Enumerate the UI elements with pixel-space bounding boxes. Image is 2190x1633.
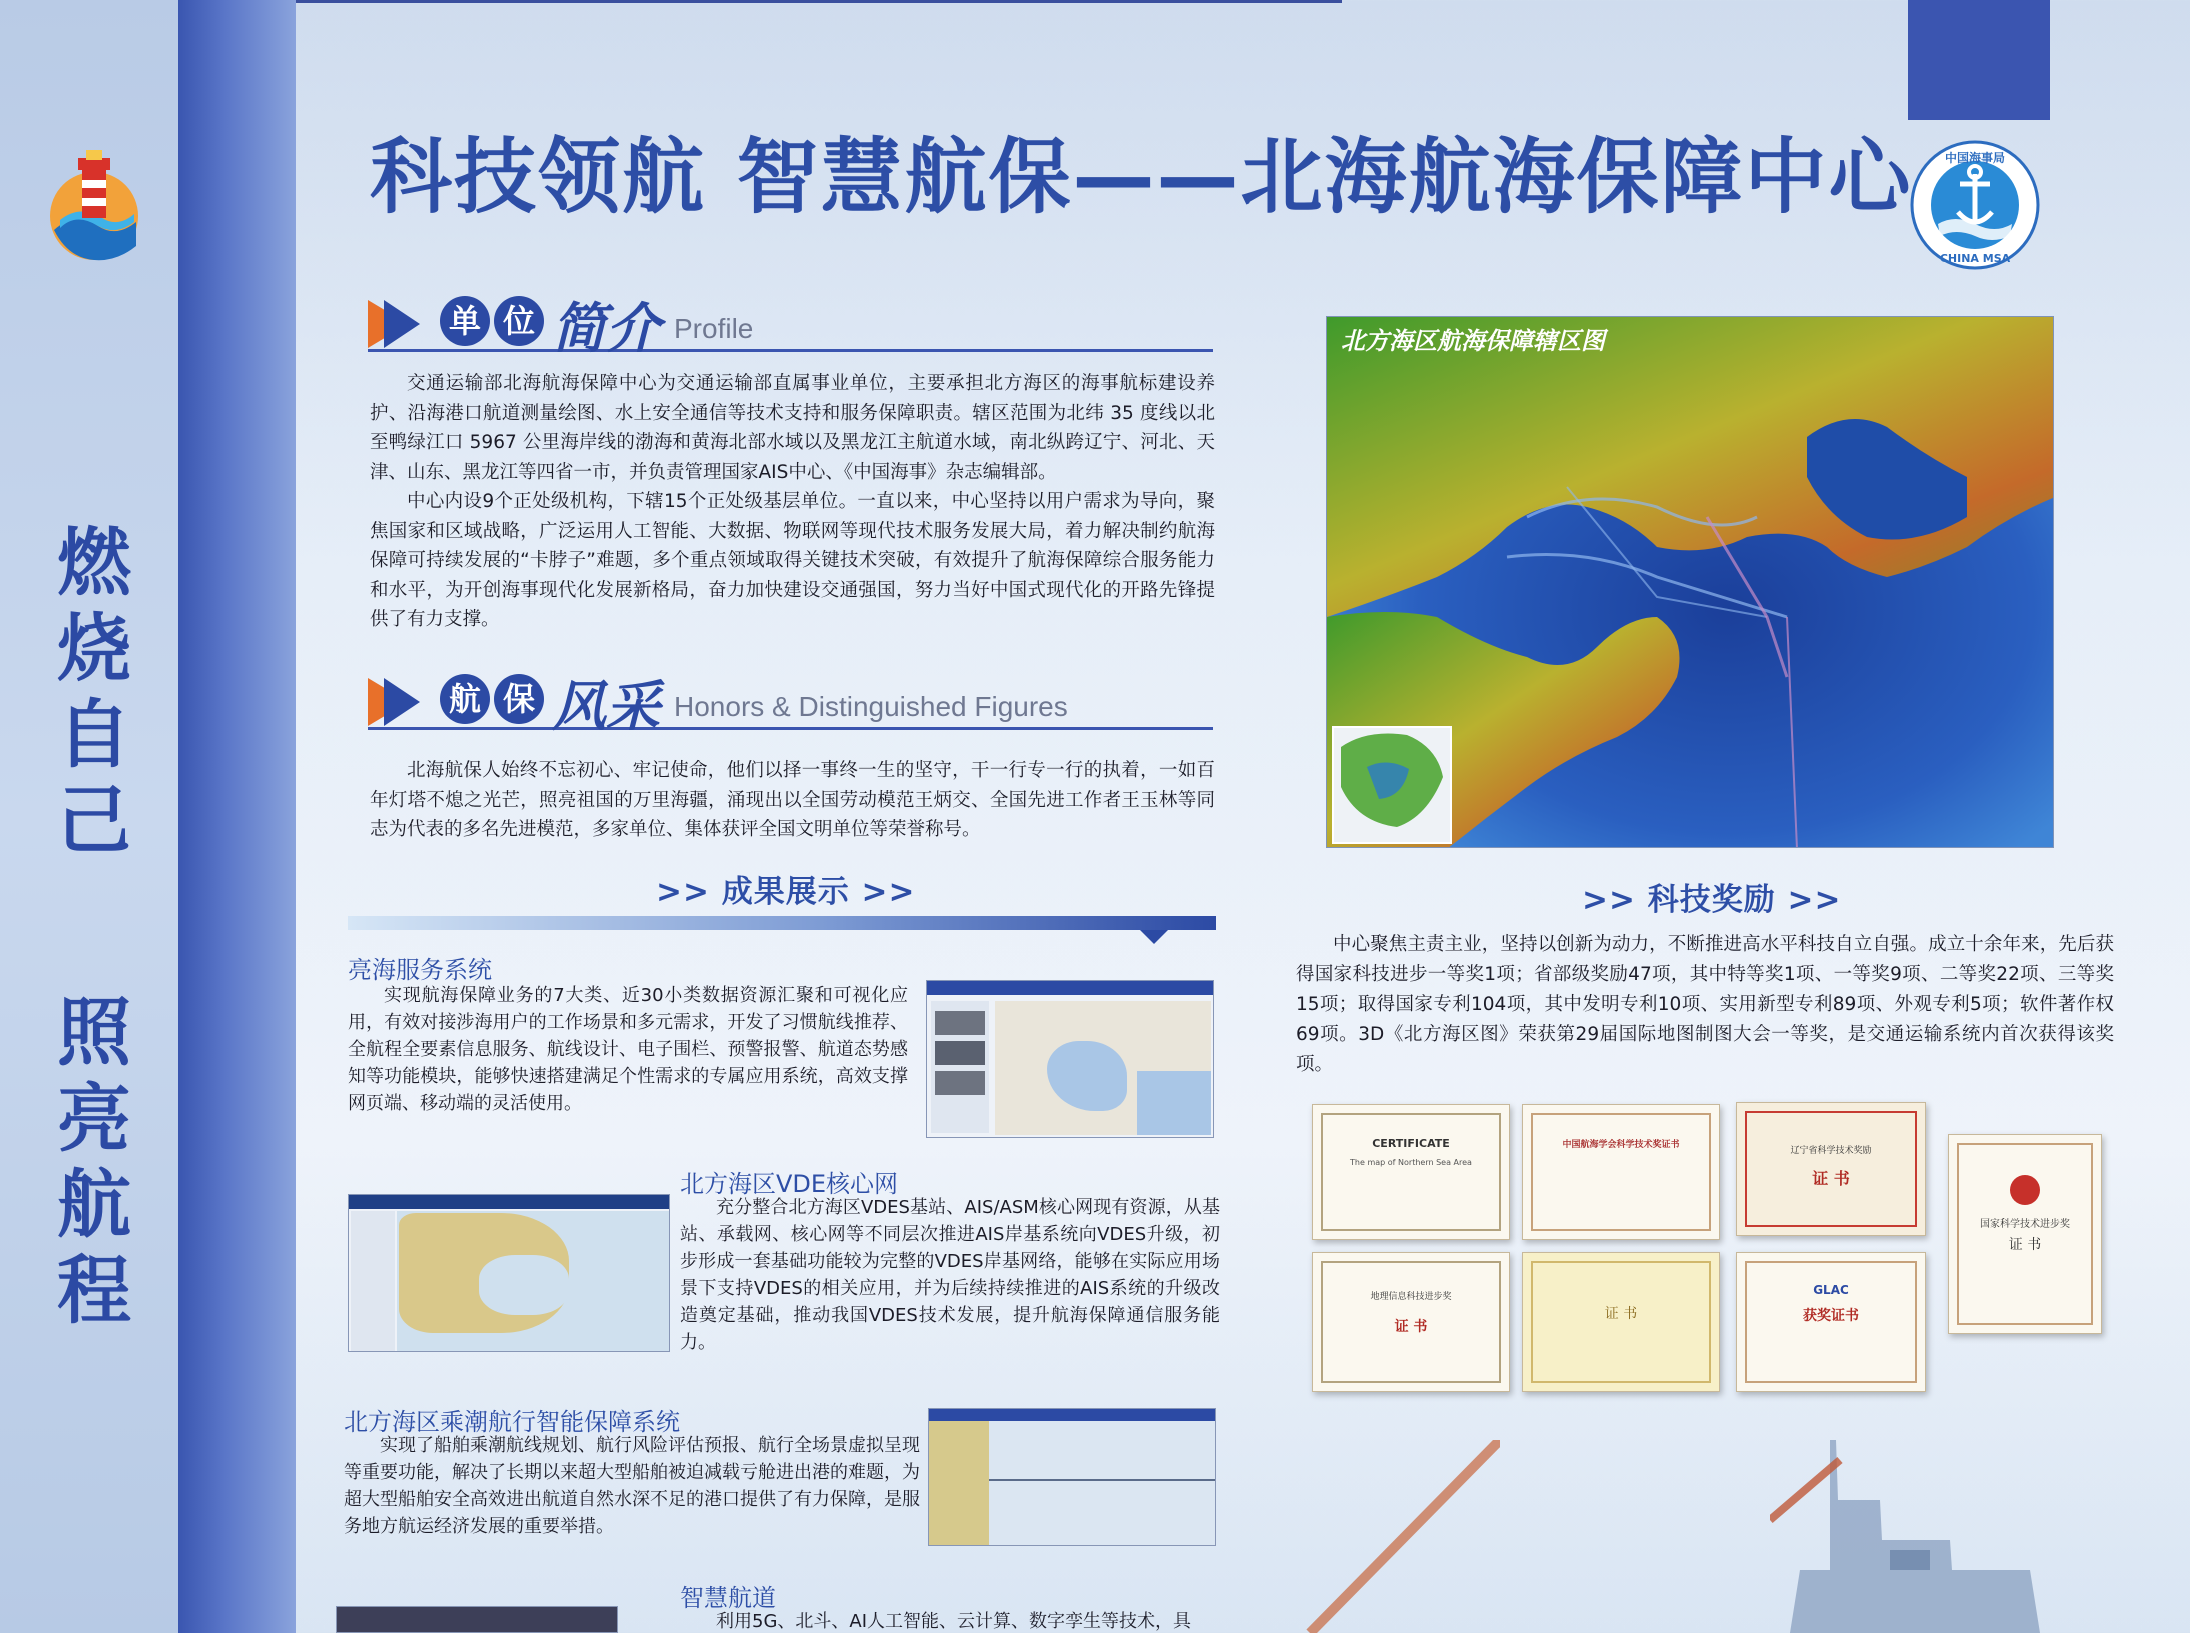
honors-script-title: 风采	[552, 674, 660, 738]
top-rule	[296, 0, 1342, 3]
certificate-label: 证 书	[1394, 1319, 1428, 1335]
jurisdiction-map	[1326, 316, 2054, 848]
certificate-label: 证 书	[1812, 1169, 1850, 1188]
certificate-card	[1736, 1252, 1926, 1392]
ship-icon	[1770, 1440, 2050, 1633]
slogan-char: 己	[57, 778, 133, 864]
emblem-top-text: 中国海事局	[1944, 151, 2006, 165]
profile-text	[370, 369, 1215, 635]
china-msa-emblem-icon	[1910, 140, 2040, 270]
certificate-card	[1736, 1102, 1926, 1236]
item-title: 智慧航道	[680, 1584, 776, 1612]
arrow-icon	[384, 678, 420, 726]
emblem-bottom-text: CHINA MSA	[1939, 252, 2011, 265]
page-title: 科技领航 智慧航保——北海航海保障中心	[370, 130, 1913, 225]
honors-circle-2: 保	[494, 674, 544, 724]
tidal-system-screenshot	[928, 1408, 1216, 1546]
left-stripe	[178, 0, 296, 1633]
certificate-sub: 国家科学技术进步奖	[1980, 1219, 2070, 1230]
certificate-card	[1312, 1104, 1510, 1240]
sea-map-icon	[1327, 317, 2054, 848]
slogan-char: 自	[57, 692, 133, 778]
honors-english-title: Honors & Distinguished Figures	[674, 691, 1068, 722]
item-text: 实现了船舶乘潮航线规划、航行风险评估预报、航行全场景虚拟呈现等重要功能，解决了长期以来超大型船舶被迫减载亏舱进出港的难题，为超大型船舶安全高效进出航道自然水深不足的港口提供了有力保障，是服务地方航运经济发展的重要举措。	[344, 1435, 920, 1537]
certificate-label: 证 书	[1604, 1306, 1638, 1322]
item-title: 北方海区乘潮航行智能保障系统	[344, 1408, 680, 1436]
vde-screenshot	[348, 1194, 670, 1352]
honors-circle-1: 航	[440, 674, 490, 724]
item-text: 利用5G、北斗、AI人工智能、云计算、数字孪生等技术，具	[716, 1611, 1192, 1632]
crane-icon	[1300, 1440, 1500, 1633]
achievements-bar-notch	[1140, 930, 1168, 944]
achievements-bar	[348, 916, 1216, 930]
slogan-char: 烧	[57, 606, 133, 692]
certificate-label: 中国航海学会科学技术奖证书	[1562, 1140, 1680, 1150]
slogan-char: 亮	[57, 1076, 133, 1162]
honors-section-header	[368, 670, 1213, 738]
slogan-char: 燃	[57, 520, 133, 606]
profile-paragraph: 中心内设9个正处级机构，下辖15个正处级基层单位。一直以来，中心坚持以用户需求为导向，聚焦国家和区域战略，广泛运用人工智能、大数据、物联网等现代技术服务发展大局，着力解决制约航海保障可持续发展的“卡脖子”难题，多个重点领域取得关键技术突破，有效提升了航海保障综合服务能力和水平，为开创海事现代化发展新格局，奋力加快建设交通强国，努力当好中国式现代化的开路先锋提供了有力支撑。	[370, 491, 1215, 630]
profile-paragraph: 交通运输部北海航海保障中心为交通运输部直属事业单位，主要承担北方海区的海事航标建设养护、沿海港口航道测量绘图、水上安全通信等技术支持和服务保障职责。辖区范围为北纬 35 度线以北至鸭绿江口 5967 公里海岸线的渤海和黄海北部水域以及黑龙江主航道水域，南北纵跨辽宁、河北、天津、山东、黑龙江等四省一市，并负责管理国家AIS中心、《中国海事》杂志编辑部。	[370, 373, 1215, 483]
smart-channel-screenshot	[336, 1606, 618, 1633]
slogan-char: 程	[57, 1248, 133, 1334]
item-title: 亮海服务系统	[348, 956, 492, 984]
profile-circle-1: 单	[440, 296, 490, 346]
profile-section-header	[368, 292, 1213, 360]
national-emblem-icon	[2010, 1175, 2040, 1205]
certificate-card	[1312, 1252, 1510, 1392]
certificate-label: 获奖证书	[1803, 1308, 1859, 1324]
right-column-block	[1908, 0, 2050, 120]
slogan-char: 航	[57, 1162, 133, 1248]
certificate-card	[1948, 1134, 2102, 1334]
certificate-sub: The map of Northern Sea Area	[1350, 1158, 1472, 1167]
certificate-sub: 地理信息科技进步奖	[1370, 1292, 1452, 1302]
certificate-label: CERTIFICATE	[1372, 1137, 1450, 1150]
certificate-sub: 辽宁省科学技术奖励	[1790, 1146, 1872, 1156]
slogan-burn-yourself	[40, 520, 150, 864]
map-title: 北方海区航海保障辖区图	[1341, 326, 1605, 355]
slogan-light-the-voyage	[40, 990, 150, 1334]
certificate-sub: GLAC	[1813, 1283, 1849, 1297]
item-text: 实现航海保障业务的7大类、近30小类数据资源汇聚和可视化应用，有效对接涉海用户的工作场景和多元需求，开发了习惯航线推荐、全航程全要素信息服务、航线设计、电子围栏、预警报警、航道态势感知等功能模块，能够快速搭建满足个性需求的专属应用系统，高效支撑网页端、移动端的灵活使用。	[348, 985, 908, 1114]
awards-text: 中心聚焦主责主业，坚持以创新为动力，不断推进高水平科技自立自强。成立十余年来，先后获得国家科技进步一等奖1项；省部级奖励47项，其中特等奖1项、一等奖9项、二等奖22项、三等奖15项；取得国家专利104项，其中发明专利10项、实用新型专利89项、外观专利5项；软件著作权69项。3D《北方海区图》荣获第29届国际地图制图大会一等奖，是交通运输系统内首次获得该奖项。	[1296, 934, 2114, 1075]
honors-paragraph: 北海航保人始终不忘初心、牢记使命，他们以择一事终一生的坚守，干一行专一行的执着，一如百年灯塔不熄之光芒，照亮祖国的万里海疆，涌现出以全国劳动模范王炳交、全国先进工作者王玉林等同志为代表的多名先进模范，多家单位、集体获评全国文明单位等荣誉称号。	[370, 760, 1215, 840]
crane-arm	[1300, 1440, 1500, 1633]
arrow-icon	[384, 300, 420, 348]
profile-circle-2: 位	[494, 296, 544, 346]
certificate-label: 证 书	[2008, 1237, 2042, 1253]
lighthouse-logo-icon	[46, 150, 142, 262]
achievements-heading: >> 成果展示 >>	[656, 874, 916, 910]
liang-hai-screenshot	[926, 980, 1214, 1138]
certificate-card	[1522, 1104, 1720, 1240]
awards-heading: >> 科技奖励 >>	[1582, 882, 1842, 918]
slogan-char: 照	[57, 990, 133, 1076]
profile-script-title: 简介	[552, 296, 660, 360]
item-text: 充分整合北方海区VDES基站、AIS/ASM核心网现有资源，从基站、承载网、核心网等不同层次推进AIS岸基系统向VDES升级，初步形成一套基础功能较为完整的VDES岸基网络，能够在实际应用场景下支持VDES的相关应用，并为后续持续推进的AIS系统的升级改造奠定基础，推动我国VDES技术发展，提升航海保障通信服务能力。	[680, 1197, 1220, 1353]
item-title: 北方海区VDE核心网	[680, 1170, 899, 1198]
profile-english-title: Profile	[674, 313, 754, 344]
certificate-card	[1522, 1252, 1720, 1392]
